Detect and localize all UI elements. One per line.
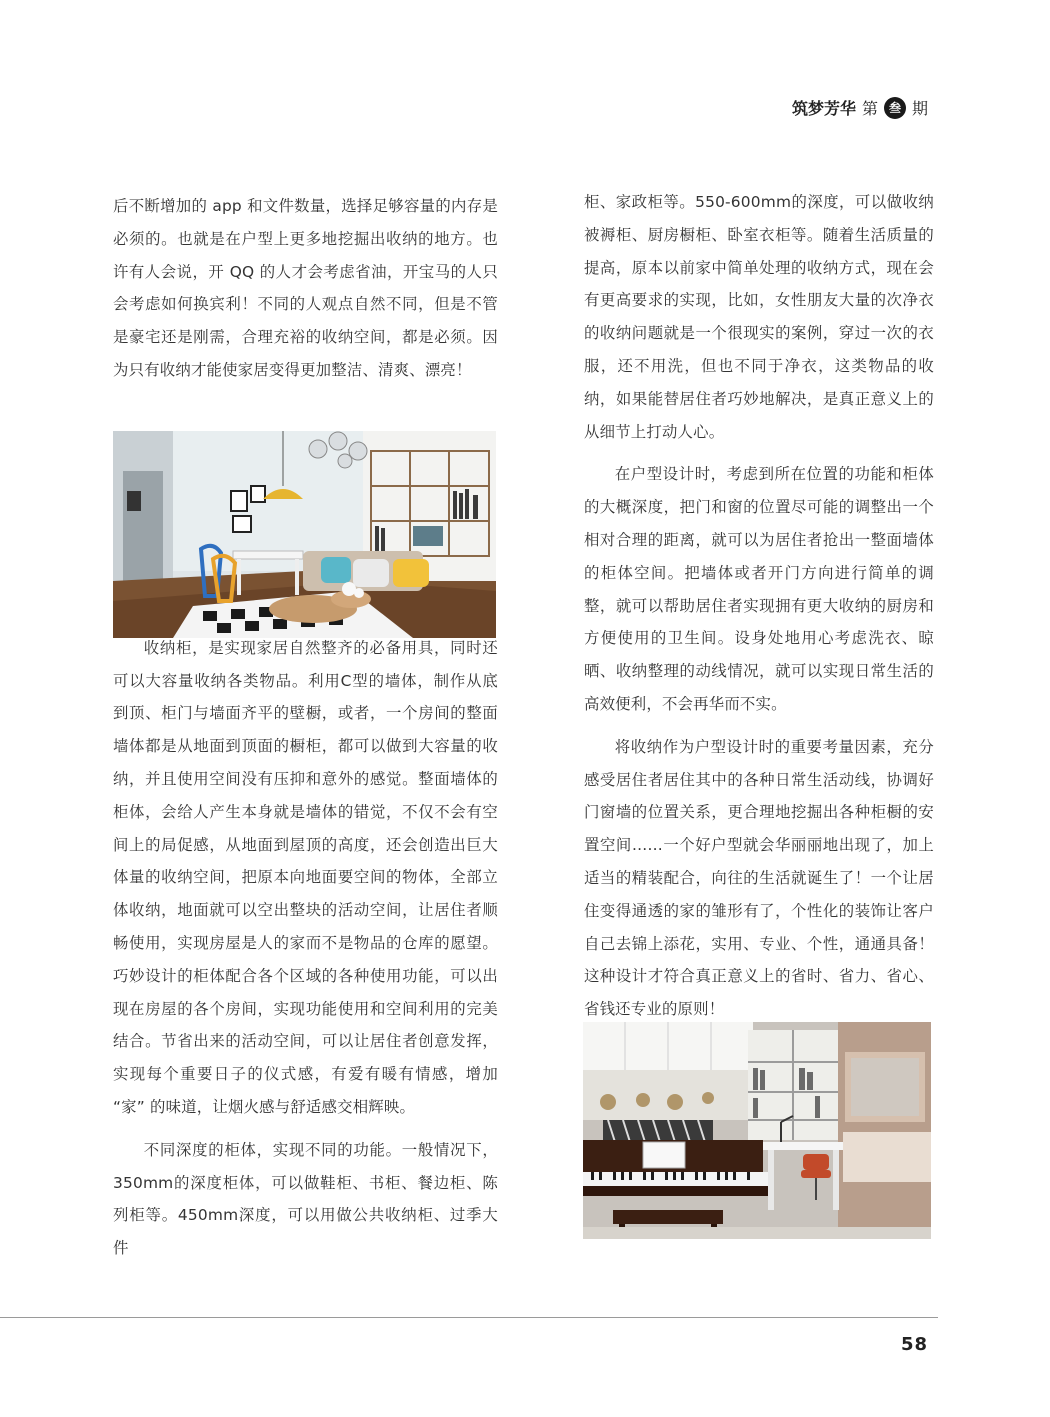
magazine-header <box>792 96 928 119</box>
issue-suffix: 期 <box>911 99 928 118</box>
right-paragraph-1: 柜、家政柜等。550-600mm的深度，可以做收纳被褥柜、厨房橱柜、卧室衣柜等。随着生活质量的提高，原本以前家中简单处理的收纳方式，现在会有更高要求的实现，比如，女性朋友大量的次净衣的收纳问题就是一个很现实的案例，穿过一次的衣服，还不用洗，但也不同于净衣，这类物品的收纳，如果能替居住者巧妙地解决，是真正意义上的从细节上打动人心。 <box>584 193 934 441</box>
right-paragraph-2: 在户型设计时，考虑到所在位置的功能和柜体的大概深度，把门和窗的位置尽可能的调整出一个相对合理的距离，就可以为居住者抢出一整面墙体的柜体空间。把墙体或者开门方向进行简单的调整，就可以帮助居住者实现拥有更大收纳的厨房和方便使用的卫生间。设身处地用心考虑洗衣、晾晒、收纳整理的动线情况，就可以实现日常生活的高效便利，不会再华而不实。 <box>584 465 934 713</box>
magazine-title: 筑梦芳华 <box>791 99 856 118</box>
left-paragraph-3: 不同深度的柜体，实现不同的功能。一般情况下，350mm的深度柜体，可以做鞋柜、书柜、餐边柜、陈列柜等。450mm深度，可以用做公共收纳柜、过季大件 <box>113 1140 498 1258</box>
right-paragraph-3: 将收纳作为户型设计时的重要考量因素，充分感受居住者居住其中的各种日常生活动线，协调好门窗墙的位置关系，更合理地挖掘出各种柜橱的安置空间……一个好户型就会华丽丽地出现了，加上适当的精装配合，向往的生活就诞生了！一个让居住变得通透的家的雏形有了，个性化的装饰让客户自己去锦上添花，实用、专业、个性，通通具备！这种设计才符合真正意义上的省时、省力、省心、省钱还专业的原则！ <box>584 737 934 1019</box>
left-column <box>113 190 498 1265</box>
study-room-photo <box>583 1022 931 1239</box>
left-paragraph-2: 收纳柜，是实现家居自然整齐的必备用具，同时还可以大容量收纳各类物品。利用C型的墙体，制作从底到顶、柜门与墙面齐平的壁橱，或者，一个房间的整面墙体都是从地面到顶面的橱柜，都可以做到大容量的收纳，并且使用空间没有压抑和意外的感觉。整面墙体的柜体，会给人产生本身就是墙体的错觉，不仅不会有空间上的局促感，从地面到屋顶的高度，还会创造出巨大体量的收纳空间，把原本向地面要空间的物体，全部立体收纳，地面就可以空出整块的活动空间，让居住者顺畅使用，实现房屋是人的家而不是物品的仓库的愿望。巧妙设计的柜体配合各个区域的各种使用功能，可以出现在房屋的各个房间，实现功能使用和空间利用的完美结合。节省出来的活动空间，可以让居住者创意发挥，实现每个重要日子的仪式感，有爱有暖有情感，增加 “家” 的味道，让烟火感与舒适感交相辉映。 <box>113 638 498 1116</box>
right-column <box>584 186 934 1026</box>
left-paragraph-1: 后不断增加的 app 和文件数量，选择足够容量的内存是必须的。也就是在户型上更多地挖掘出收纳的地方。也许有人会说，开 QQ 的人才会考虑省油，开宝马的人只会考虑如何换宾利！不同的人观点自然不同，但是不管是豪宅还是刚需，合理充裕的收纳空间，都是必须。因为只有收纳才能使家居变得更加整洁、清爽、漂亮！ <box>113 197 498 379</box>
issue-prefix: 第 <box>861 99 878 118</box>
living-room-photo <box>113 431 496 638</box>
issue-number-badge: 叁 <box>884 97 906 119</box>
footer-rule <box>0 1317 938 1318</box>
page-number: 58 <box>900 1334 928 1355</box>
